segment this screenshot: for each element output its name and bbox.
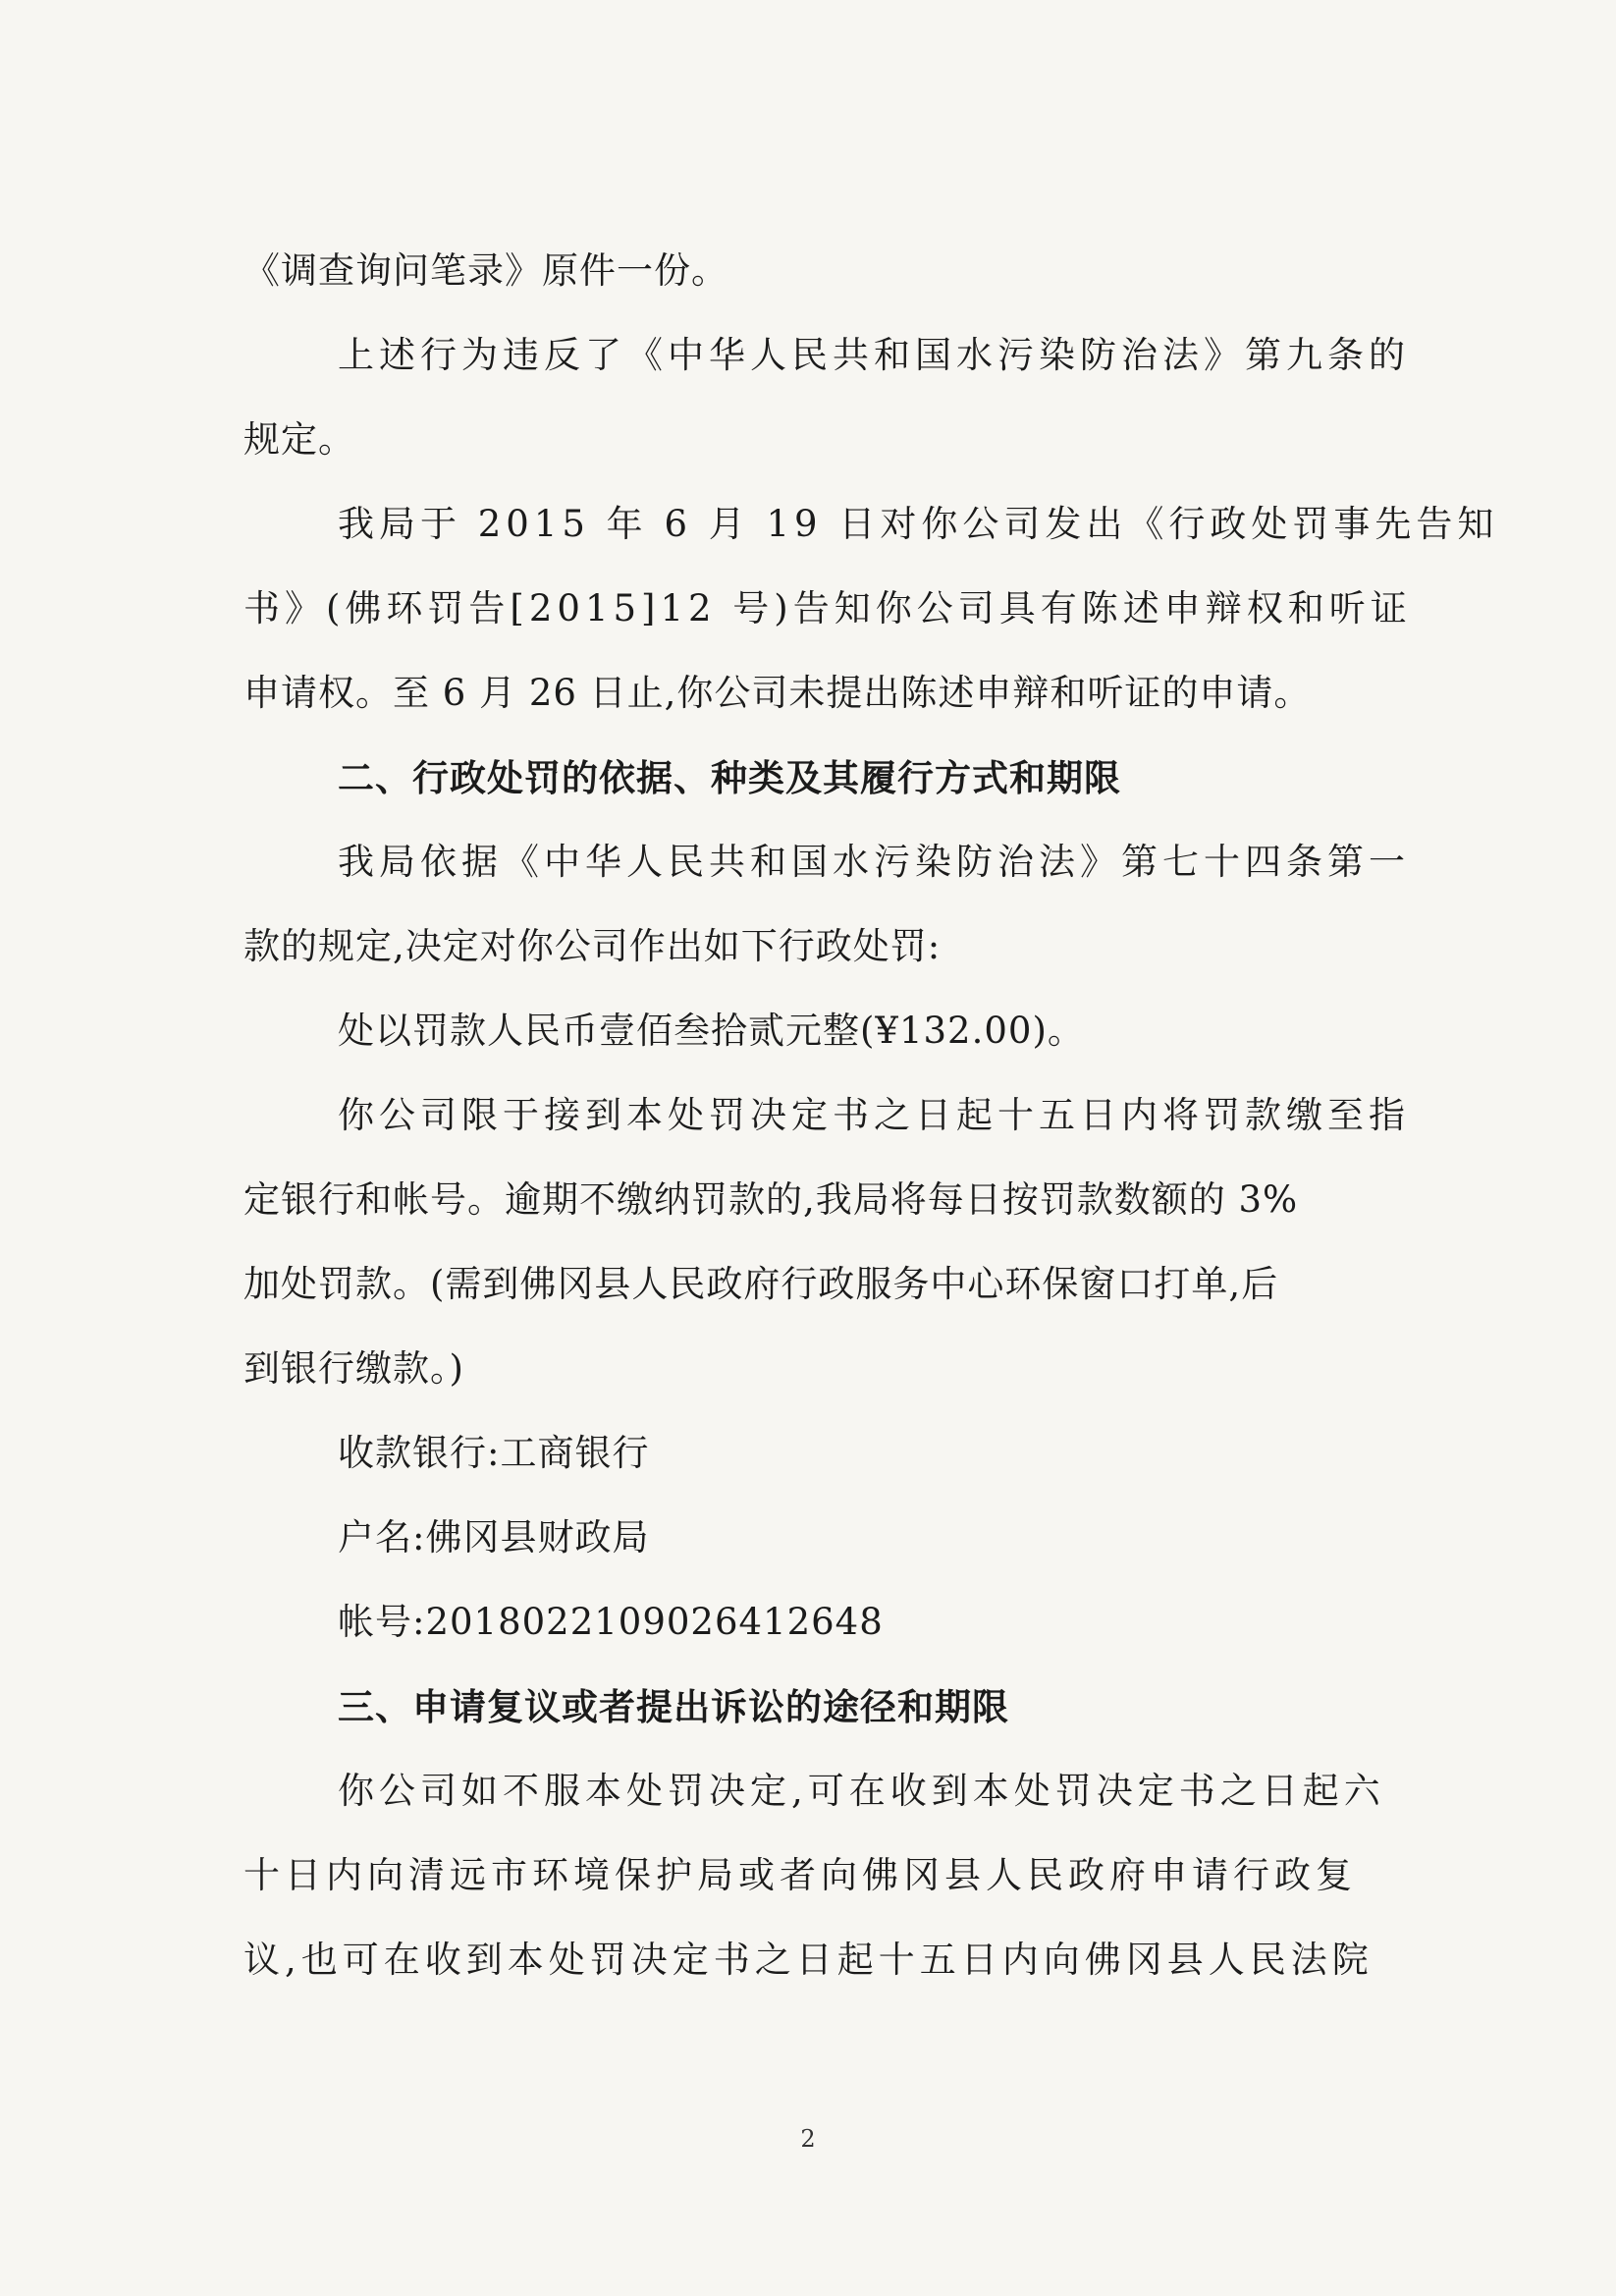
- text-line-8: 我局依据《中华人民共和国水污染防治法》第七十四条第一: [338, 841, 1410, 883]
- text-line-3: 规定。: [243, 418, 355, 461]
- text-line-4: 我局于 2015 年 6 月 19 日对你公司发出《行政处罚事先告知: [338, 503, 1499, 545]
- page-number: 2: [800, 2125, 816, 2153]
- text-line-2: 上述行为违反了《中华人民共和国水污染防治法》第九条的: [338, 334, 1410, 376]
- fine-amount-line: 处以罚款人民币壹佰叁拾贰元整(¥132.00)。: [338, 1010, 1085, 1052]
- account-number-line: 帐号:2018022109026412648: [338, 1601, 884, 1643]
- text-line-13: 加处罚款。(需到佛冈县人民政府行政服务中心环保窗口打单,后: [243, 1263, 1279, 1305]
- section-heading-3: 三、申请复议或者提出诉讼的途径和期限: [338, 1685, 1009, 1728]
- receiving-bank-line: 收款银行:工商银行: [338, 1432, 650, 1474]
- text-line-9: 款的规定,决定对你公司作出如下行政处罚:: [243, 925, 942, 967]
- account-name-line: 户名:佛冈县财政局: [338, 1516, 650, 1558]
- text-line-21: 议,也可在收到本处罚决定书之日起十五日内向佛冈县人民法院: [243, 1939, 1374, 1981]
- text-line-5: 书》(佛环罚告[2015]12 号)告知你公司具有陈述申辩权和听证: [243, 587, 1412, 629]
- section-heading-2: 二、行政处罚的依据、种类及其履行方式和期限: [338, 756, 1121, 799]
- text-line-19: 你公司如不服本处罚决定,可在收到本处罚决定书之日起六: [338, 1770, 1385, 1812]
- text-line-6: 申请权。至 6 月 26 日止,你公司未提出陈述申辩和听证的申请。: [243, 672, 1312, 714]
- text-line-20: 十日内向清远市环境保护局或者向佛冈县人民政府申请行政复: [243, 1854, 1357, 1896]
- text-line-14: 到银行缴款。): [243, 1347, 464, 1390]
- text-line-11: 你公司限于接到本处罚决定书之日起十五日内将罚款缴至指: [338, 1094, 1410, 1136]
- text-line-12: 定银行和帐号。逾期不缴纳罚款的,我局将每日按罚款数额的 3%: [243, 1178, 1299, 1221]
- text-line-1: 《调查询问笔录》原件一份。: [243, 249, 728, 292]
